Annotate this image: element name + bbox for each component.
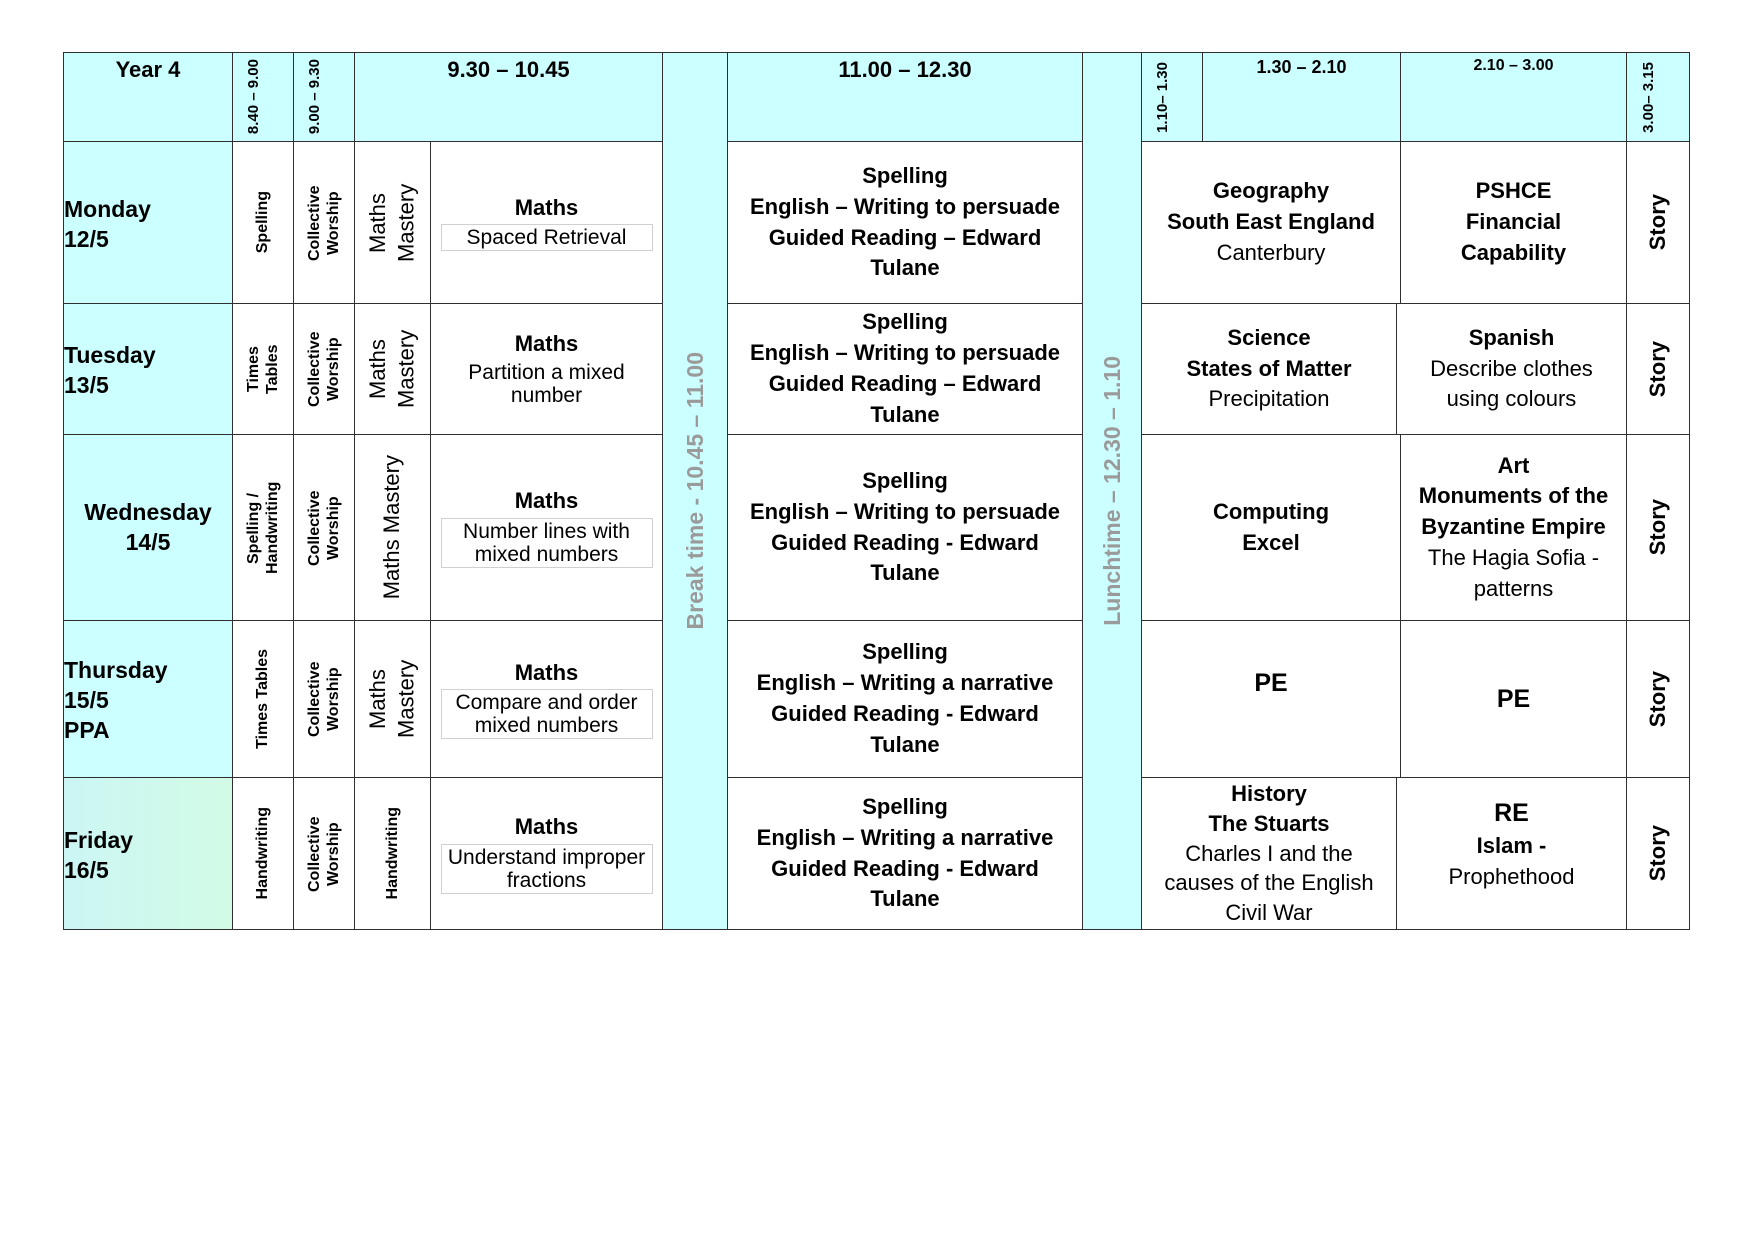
mastery-label: Maths Mastery — [379, 455, 405, 600]
pm2-friday — [1396, 777, 1627, 930]
am-line-1: Spelling — [862, 162, 948, 188]
slot-1100-label: 11.00 – 12.30 — [838, 57, 972, 82]
worship-friday — [293, 777, 355, 930]
day-date: 13/5 — [64, 372, 109, 398]
pm1-detail: Canterbury — [1216, 239, 1326, 265]
maths-thursday — [430, 620, 663, 778]
day-name: Tuesday — [64, 342, 156, 369]
slot1-wednesday — [232, 434, 294, 621]
am-line-1: Spelling — [862, 639, 948, 665]
pm2-sub: Financial Capability — [1460, 209, 1567, 265]
am-line-2: English – Writing to persuade — [749, 340, 1061, 366]
break-label: Break time - 10.45 – 11.00 — [681, 352, 708, 630]
story-label: Story — [1645, 499, 1670, 556]
maths-title: Maths — [514, 814, 579, 840]
pm2-title: PSHCE — [1475, 178, 1552, 204]
pm2-detail: Describe clothes using colours — [1430, 355, 1593, 412]
am-line-3: Guided Reading - Edward Tulane — [771, 701, 1039, 757]
pm1-sub: South East England — [1167, 209, 1375, 235]
day-cell-monday — [63, 141, 233, 304]
pm2-title: Art — [1497, 452, 1530, 478]
slot1-monday — [232, 141, 294, 304]
slot-300-header — [1626, 52, 1690, 142]
mastery-thursday — [354, 620, 431, 778]
pm1-monday — [1141, 141, 1401, 304]
am-line-1: Spelling — [862, 467, 948, 493]
pm1-detail: Precipitation — [1208, 386, 1330, 412]
story-tuesday — [1626, 303, 1690, 435]
pm1-title: Science — [1227, 324, 1311, 350]
break-column — [662, 52, 728, 930]
slot-840-label: 8.40 – 9.00 — [245, 59, 262, 135]
worship-tuesday — [293, 303, 355, 435]
story-thursday — [1626, 620, 1690, 778]
pm1-title: Computing — [1212, 498, 1330, 524]
am-line-2: English – Writing to persuade — [749, 498, 1061, 524]
pm2-wednesday — [1400, 434, 1627, 621]
slot-130-header — [1202, 52, 1401, 142]
maths-title: Maths — [514, 488, 579, 514]
pm2-thursday — [1400, 620, 1627, 778]
slot-210-header — [1400, 52, 1627, 142]
am-monday — [727, 141, 1083, 304]
day-name: Monday — [64, 195, 151, 222]
pm2-detail: The Hagia Sofia - patterns — [1427, 544, 1600, 601]
story-label: Story — [1645, 670, 1670, 728]
mastery-label: Maths Mastery — [364, 183, 419, 262]
day-date: 16/5 — [64, 856, 109, 883]
pm1-sub: The Stuarts — [1208, 810, 1330, 836]
day-date: 15/5 — [64, 687, 109, 714]
worship-label: Collective Worship — [305, 815, 342, 892]
slot-210-label: 2.10 – 3.00 — [1473, 57, 1554, 74]
day-name: Wednesday — [84, 498, 212, 525]
day-cell-thursday — [63, 620, 233, 778]
slot-930-label: 9.30 – 10.45 — [447, 57, 570, 82]
pm1-title: History — [1231, 781, 1307, 807]
am-tuesday — [727, 303, 1083, 435]
am-line-2: English – Writing to persuade — [749, 193, 1061, 219]
day-cell-friday — [63, 777, 233, 930]
maths-tuesday — [430, 303, 663, 435]
slot-840-header — [232, 52, 294, 142]
mastery-label: Maths Mastery — [364, 329, 419, 409]
pm2-sub: Monuments of the Byzantine Empire — [1418, 483, 1609, 540]
am-friday — [727, 777, 1083, 930]
pm1-title: Geography — [1212, 178, 1330, 204]
worship-thursday — [293, 620, 355, 778]
pm2-sub: Islam - — [1476, 833, 1547, 858]
day-cell-wednesday — [63, 434, 233, 621]
am-line-2: English – Writing a narrative — [756, 824, 1054, 850]
pm2-title: RE — [1494, 799, 1529, 827]
mastery-label: Maths Mastery — [364, 659, 419, 739]
pm1-thursday — [1141, 620, 1401, 778]
slot1-tuesday — [232, 303, 294, 435]
worship-monday — [293, 141, 355, 304]
slot1-label: Times Tables — [244, 344, 281, 394]
slot-1100-header — [727, 52, 1083, 142]
am-line-3: Guided Reading - Edward Tulane — [771, 855, 1039, 912]
slot1-label: Spelling / Handwriting — [244, 481, 281, 574]
mastery-monday — [354, 141, 431, 304]
maths-topic: Number lines with mixed numbers — [441, 518, 653, 568]
maths-topic: Partition a mixed number — [468, 361, 625, 408]
lunch-label: Lunchtime – 12.30 – 1.10 — [1098, 356, 1125, 626]
day-date: 12/5 — [64, 225, 109, 252]
year-header — [63, 52, 233, 142]
day-date: 14/5 — [125, 528, 171, 555]
maths-monday — [430, 141, 663, 304]
day-name: Thursday — [64, 657, 168, 684]
mastery-wednesday — [354, 434, 431, 621]
worship-label: Collective Worship — [305, 661, 342, 737]
timetable — [63, 52, 1690, 930]
slot-110-label: 1.10– 1.30 — [1154, 61, 1171, 133]
day-name: Friday — [64, 826, 134, 853]
maths-wednesday — [430, 434, 663, 621]
story-monday — [1626, 141, 1690, 304]
am-thursday — [727, 620, 1083, 778]
story-label: Story — [1645, 825, 1670, 882]
maths-title: Maths — [514, 330, 579, 356]
story-friday — [1626, 777, 1690, 930]
story-wednesday — [1626, 434, 1690, 621]
pm1-tuesday — [1141, 303, 1397, 435]
slot-300-label: 3.00– 3.15 — [1640, 61, 1657, 133]
slot-900-header — [293, 52, 355, 142]
day-cell-tuesday — [63, 303, 233, 435]
am-wednesday — [727, 434, 1083, 621]
maths-topic: Compare and order mixed numbers — [441, 689, 653, 739]
mastery-friday — [354, 777, 431, 930]
maths-topic: Spaced Retrieval — [441, 224, 653, 251]
am-line-3: Guided Reading – Edward Tulane — [768, 224, 1042, 281]
slot-900-label: 9.00 – 9.30 — [306, 59, 323, 135]
pm1-detail: Charles I and the causes of the English Civil War — [1164, 840, 1374, 926]
am-line-3: Guided Reading – Edward Tulane — [768, 371, 1042, 427]
slot-110-header — [1141, 52, 1203, 142]
pm2-title: PE — [1496, 684, 1531, 713]
slot1-label: Handwriting — [254, 807, 272, 900]
slot-130-label: 1.30 – 2.10 — [1256, 57, 1347, 77]
worship-label: Collective Worship — [305, 489, 342, 566]
slot1-label: Times Tables — [254, 649, 272, 749]
story-label: Story — [1645, 340, 1670, 398]
story-label: Story — [1645, 194, 1670, 251]
worship-wednesday — [293, 434, 355, 621]
maths-title: Maths — [514, 194, 579, 220]
pm2-monday — [1400, 141, 1627, 304]
pm1-wednesday — [1141, 434, 1401, 621]
maths-friday — [430, 777, 663, 930]
am-line-1: Spelling — [862, 793, 948, 819]
worship-label: Collective Worship — [305, 331, 342, 407]
pm2-tuesday — [1396, 303, 1627, 435]
slot1-label: Spelling — [254, 191, 272, 254]
maths-title: Maths — [514, 659, 579, 685]
pm2-detail: Prophethood — [1448, 863, 1575, 889]
mastery-label: Handwriting — [383, 807, 401, 900]
pm1-title: PE — [1254, 669, 1288, 697]
slot-930-header — [354, 52, 663, 142]
slot1-thursday — [232, 620, 294, 778]
pm2-title: Spanish — [1468, 324, 1555, 350]
day-note: PPA — [64, 716, 110, 743]
pm1-sub: States of Matter — [1186, 355, 1352, 381]
am-line-1: Spelling — [862, 309, 948, 335]
mastery-tuesday — [354, 303, 431, 435]
slot1-friday — [232, 777, 294, 930]
lunch-column — [1082, 52, 1142, 930]
pm1-friday — [1141, 777, 1397, 930]
am-line-2: English – Writing a narrative — [756, 670, 1054, 696]
am-line-3: Guided Reading - Edward Tulane — [771, 529, 1039, 586]
worship-label: Collective Worship — [305, 184, 342, 261]
pm1-sub: Excel — [1242, 529, 1300, 555]
maths-topic: Understand improper fractions — [441, 844, 653, 894]
year-label: Year 4 — [115, 57, 181, 82]
